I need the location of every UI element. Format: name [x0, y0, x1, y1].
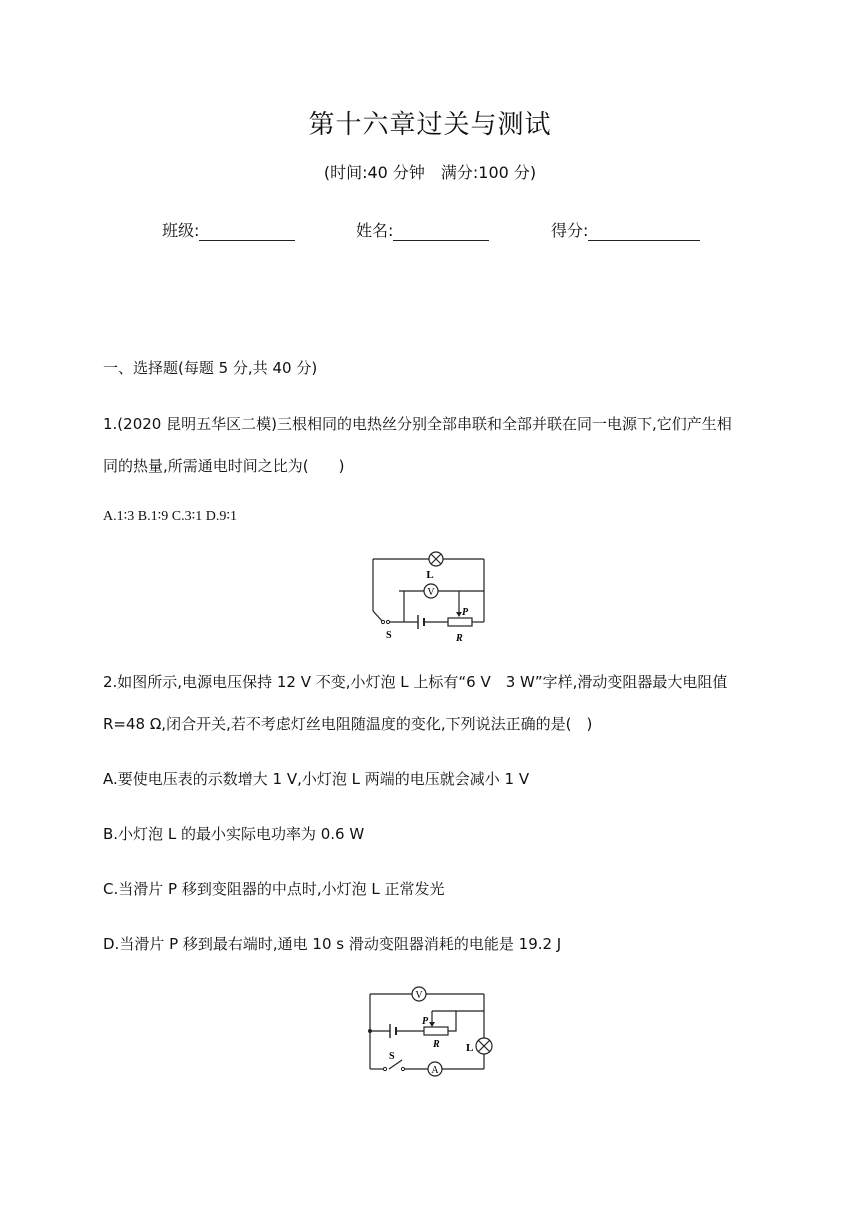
q1-voltmeter-label: V [427, 587, 435, 598]
q1-switch-contact-icon [381, 620, 384, 623]
q1-resistor-label: R [456, 633, 463, 644]
q1-circuit-diagram [368, 545, 490, 645]
score-field [551, 218, 700, 241]
q2-option-a: A.要使电压表的示数增大 1 V,小灯泡 L 两端的电压就会减小 1 V [103, 770, 530, 788]
q2-switch-label: S [389, 1051, 395, 1062]
section-heading: 一、选择题(每题 5 分,共 40 分) [103, 359, 318, 377]
q1-stem-line1: 1.(2020 昆明五华区二模)三根相同的电热丝分别全部串联和全部并联在同一电源下,它们产生相 [103, 415, 732, 433]
q1-switch-contact-icon [386, 620, 389, 623]
class-label: 班级: [162, 221, 200, 240]
q2-option-d: D.当滑片 P 移到最右端时,通电 10 s 滑动变阻器消耗的电能是 19.2 J [103, 935, 562, 953]
q1-stem-line2: 同的热量,所需通电时间之比为( ) [103, 457, 345, 475]
q2-slider-label: P [422, 1016, 429, 1027]
name-label: 姓名: [356, 221, 394, 240]
score-label: 得分: [551, 221, 589, 240]
page-title: 第十六章过关与测试 [308, 110, 552, 140]
q2-lamp-icon [476, 1038, 492, 1054]
score-blank[interactable] [588, 224, 700, 241]
q2-stem-line1: 2.如图所示,电源电压保持 12 V 不变,小灯泡 L 上标有“6 V 3 W”字样,滑动变阻器最大电阻值 [103, 673, 728, 691]
q2-lamp-label: L [466, 1042, 474, 1054]
q2-circuit-diagram [364, 984, 494, 1080]
q2-voltmeter-label: V [415, 990, 423, 1001]
q2-slider-arrow-icon [429, 1022, 435, 1027]
q2-option-b: B.小灯泡 L 的最小实际电功率为 0.6 W [103, 825, 365, 843]
name-blank[interactable] [393, 224, 489, 241]
q1-lamp-icon [429, 552, 443, 566]
q2-ammeter-label: A [431, 1065, 439, 1076]
q1-options: A.1∶3 B.1∶9 C.3∶1 D.9∶1 [103, 509, 237, 524]
q2-resistor-label: R [433, 1039, 440, 1050]
q2-stem-line2: R=48 Ω,闭合开关,若不考虑灯丝电阻随温度的变化,下列说法正确的是( ) [103, 715, 593, 733]
name-field [356, 218, 489, 241]
q2-switch-contact-icon [383, 1067, 386, 1070]
page-subtitle: (时间:40 分钟 满分:100 分) [323, 163, 537, 182]
q1-switch-label: S [386, 630, 392, 641]
q2-option-c: C.当滑片 P 移到变阻器的中点时,小灯泡 L 正常发光 [103, 880, 445, 898]
q2-switch-contact-icon [401, 1067, 404, 1070]
q1-lamp-label: L [426, 569, 434, 581]
q2-junction-dot-icon [368, 1029, 372, 1033]
class-field [162, 218, 295, 241]
class-blank[interactable] [199, 224, 295, 241]
q1-slider-label: P [462, 607, 469, 618]
